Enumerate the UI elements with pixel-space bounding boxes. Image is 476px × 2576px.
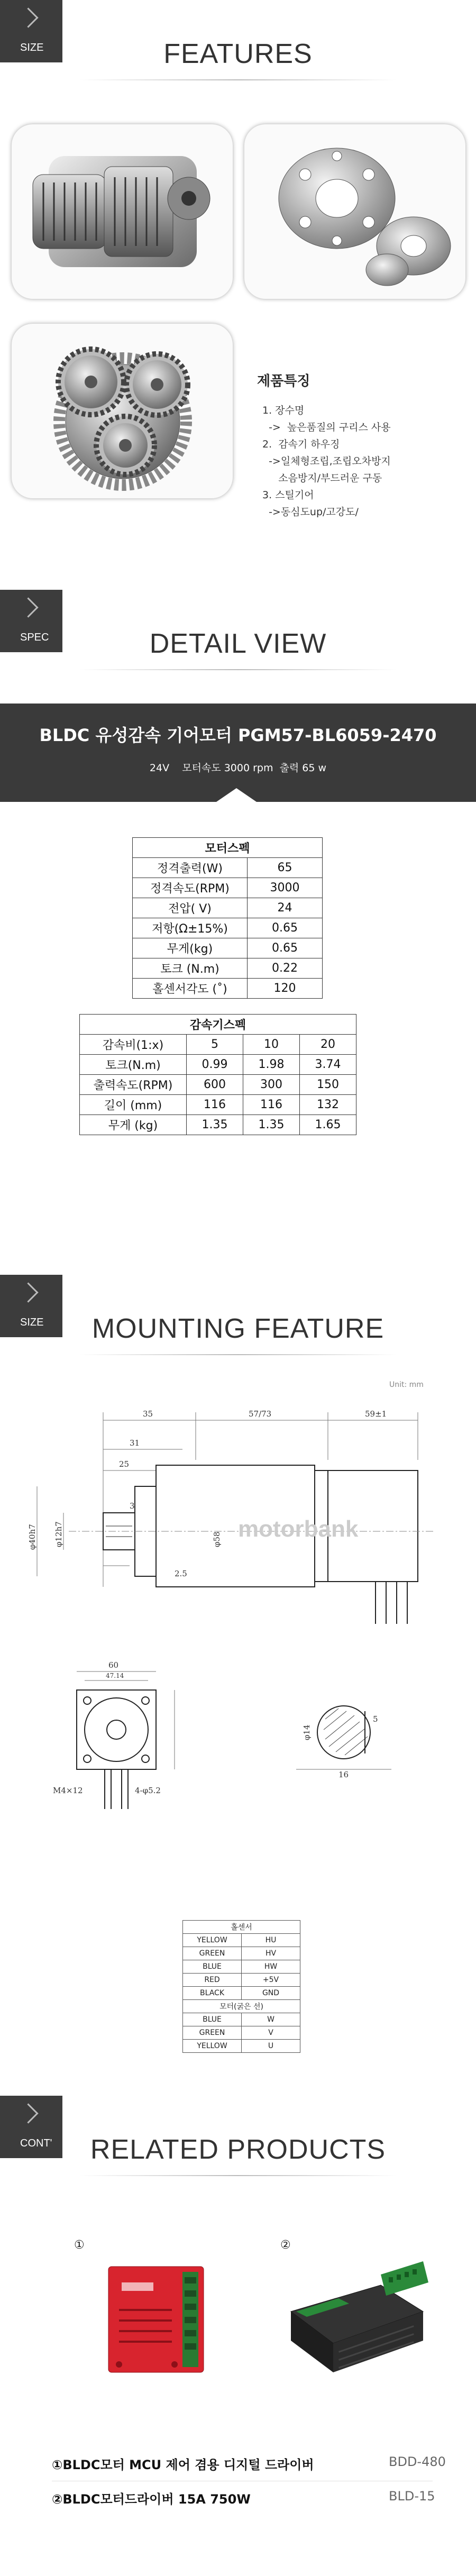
dim-m4: M4×12 — [53, 1786, 83, 1795]
dim-3: 3 — [130, 1501, 135, 1511]
section-tag-label: SPEC — [20, 632, 49, 643]
related-product-image-1[interactable] — [103, 2261, 209, 2378]
table-row: 출력속도(RPM) 600 300 150 — [80, 1075, 356, 1095]
dim-31: 31 — [130, 1438, 140, 1448]
section-title-related: RELATED PRODUCTS — [90, 2134, 386, 2165]
section-divider — [79, 1354, 397, 1355]
table-row: RED +5V — [183, 1974, 300, 1987]
table-row: 감속비(1:x) 5 10 20 — [80, 1035, 356, 1055]
table-row: BLUE W — [183, 2013, 300, 2026]
dim-4-phi5-2: 4-φ5.2 — [135, 1786, 161, 1795]
dim-60: 60 — [108, 1660, 119, 1670]
dim-phi58: φ58 — [212, 1531, 222, 1547]
hall-sensor-header: 홀센서 — [183, 1921, 300, 1934]
reducer-spec-table — [79, 1014, 356, 1135]
table-row: 길이 (mm) 116 116 132 — [80, 1095, 356, 1115]
product-banner — [0, 704, 476, 802]
table-row: 전압( V) 24 — [133, 898, 323, 918]
related-product-link-1[interactable]: ①BLDC모터 MCU 제어 겸용 디지털 드라이버 — [52, 2458, 314, 2472]
motor-spec-heading: 모터스펙 — [133, 838, 323, 858]
section-title-detail: DETAIL VIEW — [149, 628, 327, 659]
feature-image-flanges — [244, 124, 465, 299]
table-row: 무게(kg) 0.65 — [133, 938, 323, 958]
dim-phi12: φ12h7 — [54, 1521, 63, 1547]
dim-59: 59±1 — [365, 1409, 387, 1419]
section-tag-label: SIZE — [20, 1317, 44, 1328]
table-row: BLACK GND — [183, 1987, 300, 2000]
chevron-icon — [18, 1282, 38, 1302]
watermark: motorbank — [238, 1516, 359, 1542]
table-row: GREEN HV — [183, 1947, 300, 1960]
motor-wire-header: 모터(굵은 선) — [183, 2000, 300, 2013]
dim-phi14: φ14 — [302, 1724, 312, 1740]
dim-phi40: φ40h7 — [28, 1524, 37, 1550]
table-row: 정격출력(W) 65 — [133, 858, 323, 878]
wiring-table — [182, 1920, 300, 2053]
product-banner-title: BLDC 유성감속 기어모터 PGM57-BL6059-2470 — [39, 725, 437, 745]
related-product-image-2[interactable] — [275, 2253, 434, 2380]
section-tag-label: SIZE — [20, 42, 44, 53]
dim-5: 5 — [373, 1714, 378, 1724]
feature-image-gear-housing — [12, 124, 233, 299]
table-row: 정격속도(RPM) 3000 — [133, 878, 323, 898]
section-title-features: FEATURES — [163, 39, 313, 69]
feature-item: ->일체형조립,조립오차방지 — [262, 455, 391, 467]
mounting-drawing — [0, 1396, 476, 1904]
feature-item: -> 높은품질의 구리스 사용 — [262, 422, 391, 433]
feature-item: 1. 장수명 — [262, 405, 305, 416]
table-row: BLUE HW — [183, 1960, 300, 1974]
feature-heading: 제품특징 — [257, 373, 310, 389]
motor-spec-table — [132, 837, 323, 999]
feature-item: 3. 스틸기어 — [262, 489, 314, 501]
feature-image-planetary-gears — [12, 324, 233, 498]
feature-list — [262, 402, 391, 520]
table-row: YELLOW U — [183, 2040, 300, 2053]
dim-47-14: 47.14 — [106, 1672, 124, 1679]
product-banner-subtitle: 24V 모터속도 3000 rpm 출력 65 w — [149, 762, 327, 774]
related-product-code-2: BLD-15 — [389, 2489, 435, 2504]
section-title-mounting: MOUNTING FEATURE — [91, 1313, 385, 1344]
related-product-code-1: BDD-480 — [389, 2454, 446, 2469]
dim-57-73: 57/73 — [249, 1409, 272, 1419]
section-divider — [79, 79, 397, 80]
chevron-icon — [18, 2103, 38, 2123]
related-number-1: ① — [74, 2239, 85, 2252]
section-divider — [79, 2175, 397, 2176]
table-row: YELLOW HU — [183, 1934, 300, 1947]
dim-35: 35 — [143, 1409, 153, 1419]
dim-16: 16 — [338, 1770, 349, 1779]
section-tag-label: CONT' — [20, 2137, 52, 2149]
dim-2-5: 2.5 — [175, 1569, 187, 1578]
feature-item: 소음방지/부드러운 구동 — [262, 472, 382, 484]
related-product-link-2[interactable]: ②BLDC모터드라이버 15A 750W — [52, 2492, 251, 2507]
table-row: 토크(N.m) 0.99 1.98 3.74 — [80, 1055, 356, 1075]
related-number-2: ② — [280, 2239, 291, 2252]
unit-label: Unit: mm — [389, 1381, 424, 1389]
feature-item: ->동심도up/고강도/ — [262, 506, 359, 518]
banner-notch — [216, 788, 257, 802]
table-row: 무게 (kg) 1.35 1.35 1.65 — [80, 1115, 356, 1135]
chevron-icon — [18, 597, 38, 617]
table-row: 토크 (N.m) 0.22 — [133, 958, 323, 979]
table-row: 저항(Ω±15%) 0.65 — [133, 918, 323, 938]
section-divider — [79, 669, 397, 670]
chevron-icon — [18, 7, 38, 28]
table-row: GREEN V — [183, 2026, 300, 2040]
table-row: 홀센서각도 (˚) 120 — [133, 979, 323, 999]
feature-item: 2. 감속기 하우징 — [262, 439, 340, 450]
dim-25: 25 — [119, 1459, 130, 1469]
reducer-spec-heading: 감속기스펙 — [80, 1015, 356, 1035]
